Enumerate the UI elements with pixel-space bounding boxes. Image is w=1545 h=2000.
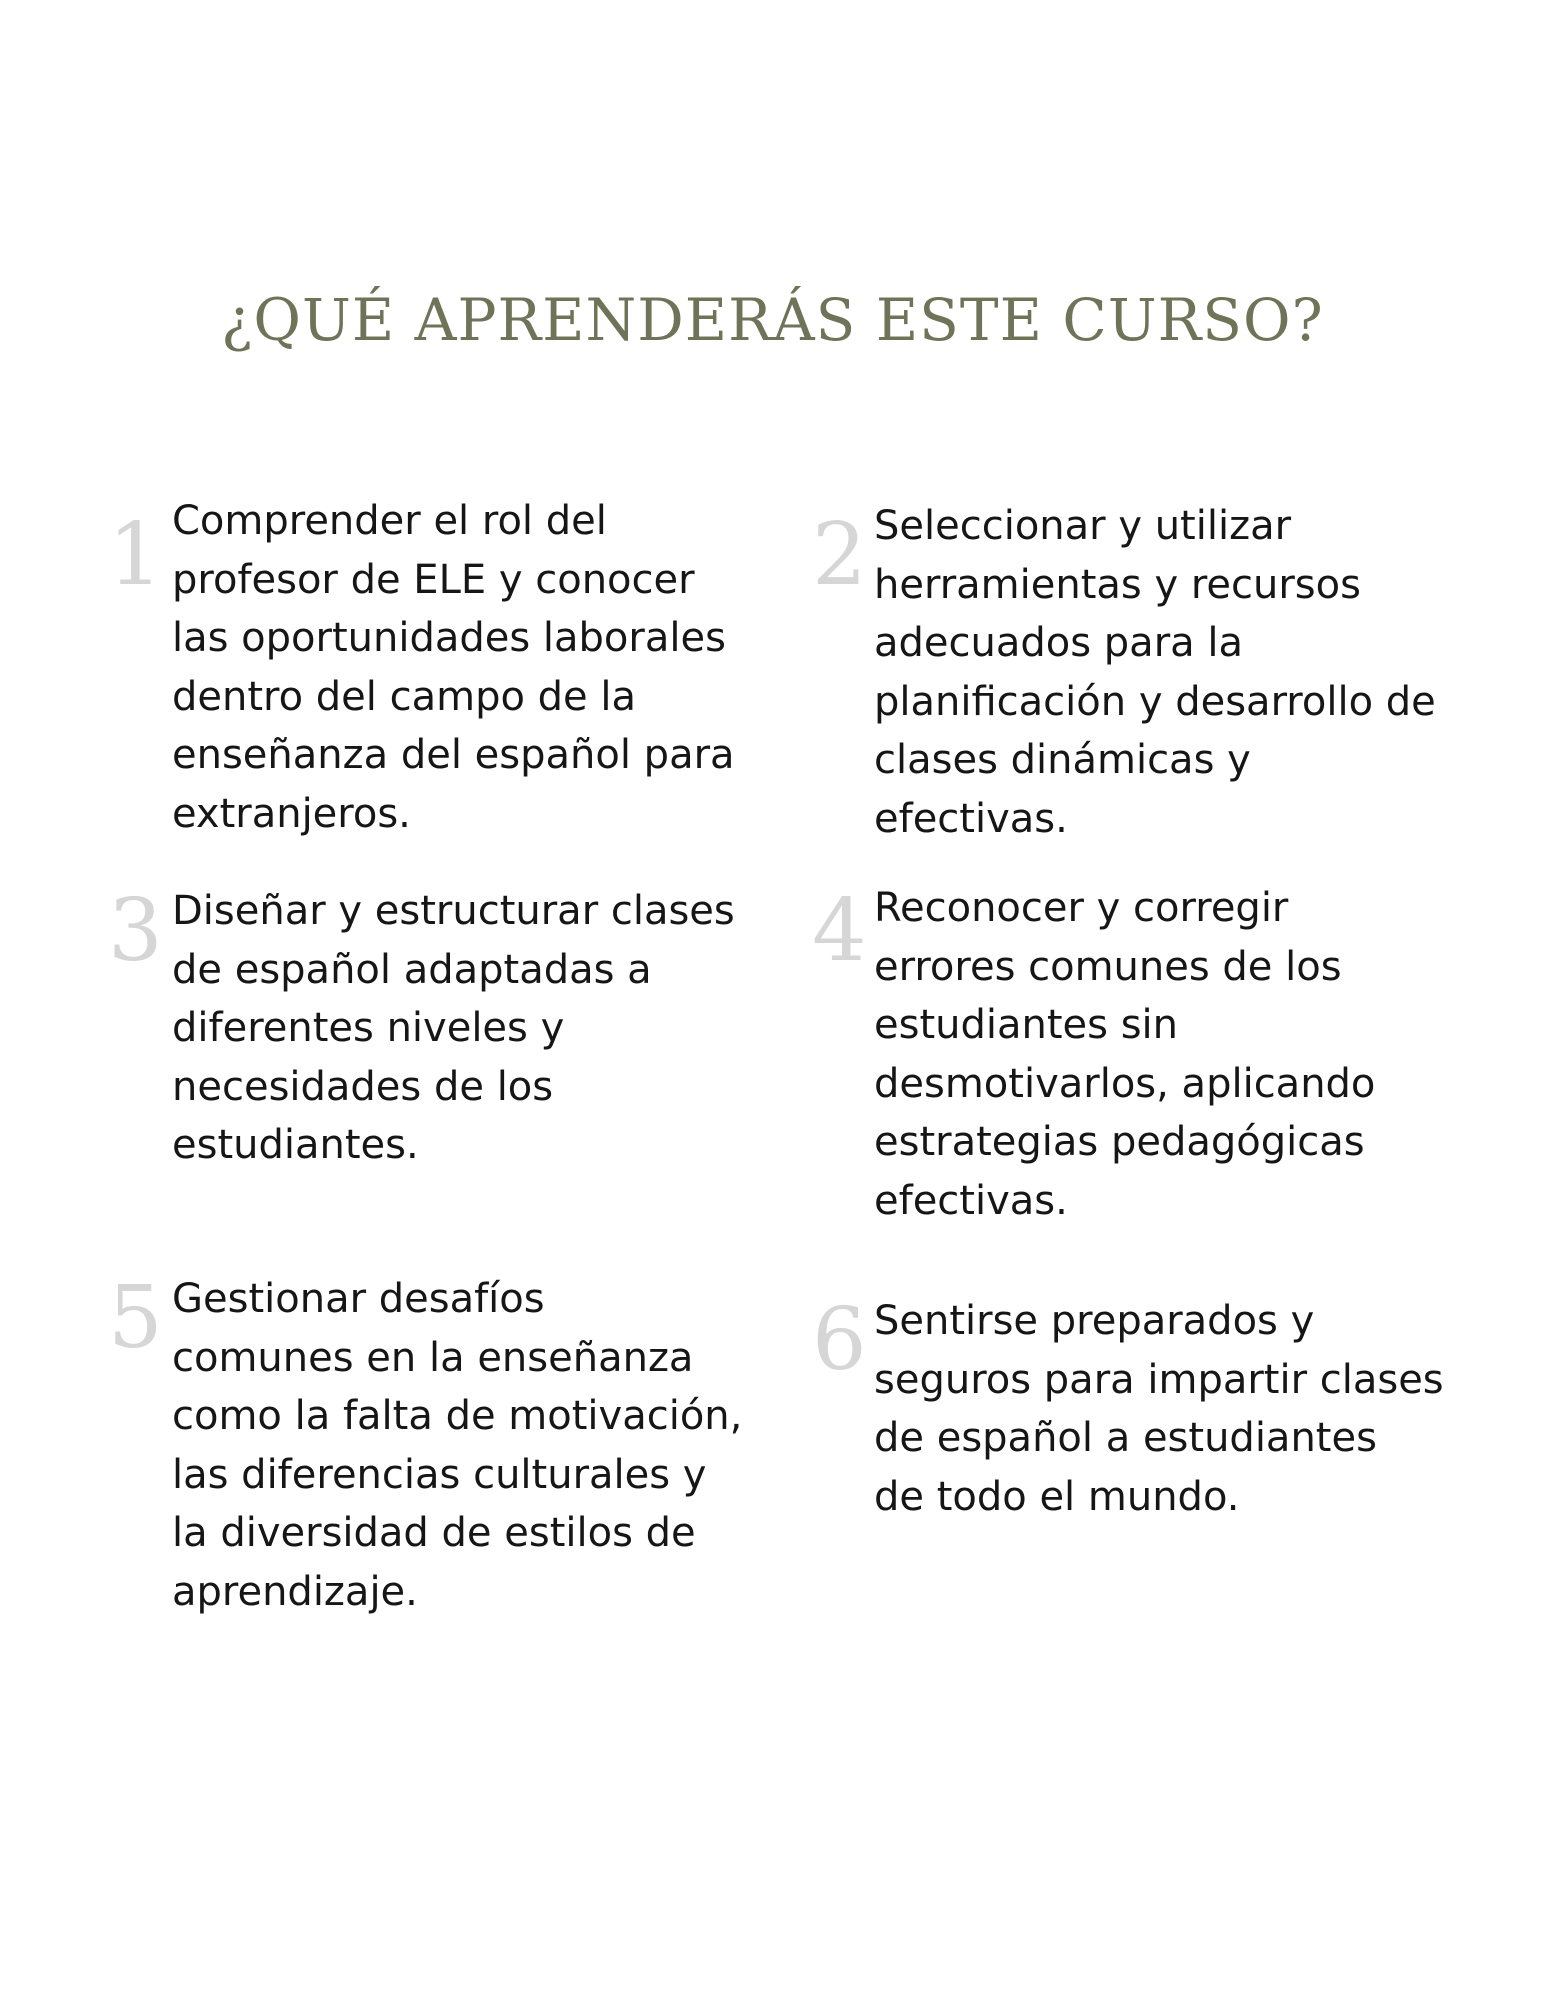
item-text-line: profesor de ELE y conocer [172, 556, 695, 603]
item-text-line: adecuados para la [874, 620, 1243, 666]
item-text-line: efectivas. [874, 1177, 1068, 1224]
item-text-line: Diseñar y estructurar clases [172, 888, 735, 934]
item-text [874, 497, 1436, 848]
item-text-line: enseñanza del español para [172, 732, 735, 778]
item-text-line: extranjeros. [172, 790, 411, 837]
item-text-line: estrategias pedagógicas [874, 1119, 1365, 1165]
item-text-line: planificación y desarrollo de [874, 678, 1436, 725]
item-text [172, 492, 735, 843]
item-number: 1 [108, 505, 163, 605]
item-text [172, 882, 735, 1175]
item-number: 3 [108, 881, 163, 981]
item-text-line: necesidades de los [172, 1063, 554, 1110]
item-text-line: errores comunes de los [874, 943, 1342, 990]
item-text-line: herramientas y recursos [874, 561, 1361, 608]
item-text [874, 1292, 1444, 1526]
item-text-line: Reconocer y corregir [874, 885, 1289, 931]
item-text [874, 879, 1375, 1230]
item-number: 6 [812, 1290, 867, 1390]
item-text-line: dentro del campo de la [172, 673, 637, 720]
item-text-line: estudiantes. [172, 1122, 419, 1168]
item-text-line: de español a estudiantes [874, 1415, 1377, 1461]
item-text-line: Sentirse preparados y [874, 1298, 1315, 1344]
item-text-line: la diversidad de estilos de [172, 1510, 696, 1556]
item-number: 4 [812, 881, 867, 981]
item-number: 5 [108, 1268, 163, 1368]
page-title: ¿QUÉ APRENDERÁS ESTE CURSO? [221, 286, 1324, 354]
item-text-line: desmotivarlos, aplicando [874, 1060, 1376, 1107]
item-number: 2 [812, 505, 867, 605]
item-text-line: clases dinámicas y [874, 737, 1251, 783]
item-text-line: diferentes niveles y [172, 1005, 565, 1051]
item-text [172, 1270, 742, 1621]
item-text-line: de español adaptadas a [172, 946, 652, 993]
item-text-line: Comprender el rol del [172, 498, 607, 544]
item-text-line: aprendizaje. [172, 1568, 418, 1615]
item-text-line: efectivas. [874, 795, 1068, 842]
item-text-line: estudiantes sin [874, 1002, 1179, 1048]
item-text-line: Gestionar desafíos [172, 1276, 545, 1322]
item-text-line: Seleccionar y utilizar [874, 503, 1292, 549]
item-text-line: las diferencias culturales y [172, 1451, 707, 1498]
item-text-line: seguros para impartir clases [874, 1356, 1444, 1403]
item-text-line: de todo el mundo. [874, 1473, 1240, 1520]
item-text-line: las oportunidades laborales [172, 615, 726, 661]
item-text-line: comunes en la enseñanza [172, 1334, 694, 1381]
item-text-line: como la falta de motivación, [172, 1393, 743, 1439]
